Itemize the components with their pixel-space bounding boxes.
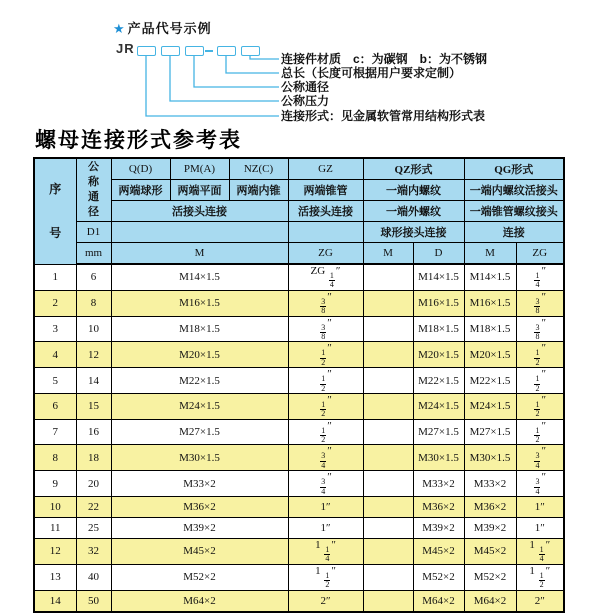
header-gz-desc: 两端锥管 [288,180,363,201]
cell-dn: 22 [76,497,111,518]
cell-qz-m [363,564,413,590]
diagram-label-material: 连接件材质 c：为碳钢 b：为不锈钢 [281,52,488,66]
table-row [34,564,564,590]
cell-zg: $\frac{1}{2}$ ″ [288,419,363,445]
cell-qg-m: M18×1.5 [464,316,516,342]
diagram-label-conn-form: 连接形式：见金属软管常用结构形式表 [281,109,486,123]
cell-qg-m: M22×1.5 [464,368,516,394]
table-title: 螺母连接形式参考表 [35,128,242,152]
cell-dn: 16 [76,419,111,445]
cell-qz-m [363,264,413,290]
header-mm: mm [76,243,111,265]
cell-qz-m [363,419,413,445]
cell-qg-zg: $\frac{1}{2}$ ″ [516,393,564,419]
header-qz-desc2: 一端外螺纹 [363,201,464,222]
header-qg-m: M [464,243,516,265]
cell-qg-zg: $\frac{3}{4}$ ″ [516,445,564,471]
cell-seq: 5 [34,368,76,394]
cell-qz-m [363,316,413,342]
header-nz-desc: 两端内锥 [229,180,288,201]
cell-seq: 2 [34,290,76,316]
cell-qz-d: M20×1.5 [413,342,464,368]
header-union-conn: 活接头连接 [111,201,288,222]
table-row [34,393,564,419]
cell-dn: 14 [76,368,111,394]
cell-dn: 8 [76,290,111,316]
cell-qg-m: M45×2 [464,539,516,565]
cell-qg-zg: 1″ [516,497,564,518]
cell-zg: $\frac{3}{4}$ ″ [288,445,363,471]
table-row [34,264,564,290]
cell-qz-d: M24×1.5 [413,393,464,419]
code-box-3 [185,46,204,56]
cell-qz-m [363,368,413,394]
table-row [34,342,564,368]
header-qg-desc: 一端内螺纹活接头 [464,180,564,201]
cell-dn: 10 [76,316,111,342]
cell-qz-m [363,539,413,565]
cell-qz-d: M18×1.5 [413,316,464,342]
cell-dn: 20 [76,471,111,497]
cell-qg-zg: $\frac{3}{4}$ ″ [516,471,564,497]
header-col-pm: PM(A) [170,158,229,180]
cell-qz-m [363,445,413,471]
cell-m: M39×2 [111,518,288,539]
header-row-5 [34,243,564,265]
cell-seq: 11 [34,518,76,539]
header-qz-d: D [413,243,464,265]
diagram-label-diameter: 公称通径 [281,80,330,94]
table-row [34,497,564,518]
cell-qz-m [363,393,413,419]
header-qz-m: M [363,243,413,265]
header-seq: 序号 [34,158,76,264]
table-body [34,264,564,612]
table-row [34,445,564,471]
cell-qg-zg: $\frac{1}{2}$ ″ [516,419,564,445]
header-col-gz: GZ [288,158,363,180]
table-row [34,419,564,445]
cell-seq: 8 [34,445,76,471]
cell-zg: $\frac{3}{8}$ ″ [288,316,363,342]
cell-m: M64×2 [111,590,288,612]
cell-seq: 7 [34,419,76,445]
table-row [34,368,564,394]
cell-seq: 13 [34,564,76,590]
code-box-1 [137,46,156,56]
table-row [34,590,564,612]
cell-m: M18×1.5 [111,316,288,342]
cell-zg: $\frac{1}{2}$ ″ [288,393,363,419]
cell-qz-d: M45×2 [413,539,464,565]
header-gz-conn: 活接头连接 [288,201,363,222]
cell-m: M30×1.5 [111,445,288,471]
cell-qg-zg: $\frac{1}{2}$ ″ [516,368,564,394]
cell-qg-m: M39×2 [464,518,516,539]
cell-dn: 50 [76,590,111,612]
diagram-heading-text: 产品代号示例 [127,21,212,36]
diagram-label-length: 总长（长度可根据用户要求定制） [281,66,462,80]
cell-seq: 3 [34,316,76,342]
cell-m: M14×1.5 [111,264,288,290]
table-row [34,290,564,316]
cell-dn: 25 [76,518,111,539]
cell-dn: 32 [76,539,111,565]
cell-m: M33×2 [111,471,288,497]
cell-qz-d: M16×1.5 [413,290,464,316]
header-qg-zg: ZG [516,243,564,265]
header-empty-gz [288,222,363,243]
diagram-label-pressure: 公称压力 [281,94,330,108]
table-row [34,518,564,539]
code-dash [205,50,213,52]
cell-m: M27×1.5 [111,419,288,445]
cell-qg-m: M64×2 [464,590,516,612]
cell-qg-m: M27×1.5 [464,419,516,445]
cell-m: M36×2 [111,497,288,518]
cell-qg-zg: 1 $\frac{1}{2}$ ″ [516,564,564,590]
cell-m: M52×2 [111,564,288,590]
cell-m: M24×1.5 [111,393,288,419]
cell-m: M45×2 [111,539,288,565]
cell-qz-d: M36×2 [413,497,464,518]
cell-qz-d: M33×2 [413,471,464,497]
cell-zg: $\frac{1}{2}$ ″ [288,342,363,368]
cell-qg-m: M52×2 [464,564,516,590]
cell-zg: ZG $\frac{1}{4}$ ″ [288,264,363,290]
diagram-heading [113,18,212,37]
header-zg: ZG [288,243,363,265]
code-box-4 [217,46,236,56]
cell-qg-zg: $\frac{1}{2}$ ″ [516,342,564,368]
header-pm-desc: 两端平面 [170,180,229,201]
star-icon: ★ [113,21,126,36]
cell-qg-m: M14×1.5 [464,264,516,290]
cell-zg: $\frac{3}{8}$ ″ [288,290,363,316]
cell-m: M16×1.5 [111,290,288,316]
cell-seq: 10 [34,497,76,518]
cell-seq: 4 [34,342,76,368]
cell-qg-zg: 1″ [516,518,564,539]
header-qz-desc: 一端内螺纹 [363,180,464,201]
cell-qz-m [363,518,413,539]
header-dn: 公称通径 [76,158,111,222]
cell-m: M20×1.5 [111,342,288,368]
cell-seq: 12 [34,539,76,565]
cell-qz-d: M52×2 [413,564,464,590]
cell-qz-m [363,342,413,368]
cell-qz-d: M30×1.5 [413,445,464,471]
cell-zg: 1 $\frac{1}{4}$ ″ [288,539,363,565]
cell-qz-d: M22×1.5 [413,368,464,394]
header-empty-m [111,222,288,243]
cell-zg: 1″ [288,497,363,518]
cell-qg-zg: $\frac{3}{8}$ ″ [516,316,564,342]
nut-connection-table [33,157,565,613]
header-col-qg: QG形式 [464,158,564,180]
cell-qz-d: M64×2 [413,590,464,612]
cell-m: M22×1.5 [111,368,288,394]
header-row-1 [34,158,564,180]
cell-qz-m [363,590,413,612]
header-col-q: Q(D) [111,158,170,180]
cell-qz-d: M14×1.5 [413,264,464,290]
cell-dn: 18 [76,445,111,471]
header-q-desc: 两端球形 [111,180,170,201]
cell-qg-m: M24×1.5 [464,393,516,419]
header-qg-conn: 连接 [464,222,564,243]
cell-qz-d: M27×1.5 [413,419,464,445]
cell-qg-m: M36×2 [464,497,516,518]
cell-zg: 1 $\frac{1}{2}$ ″ [288,564,363,590]
header-d1: D1 [76,222,111,243]
header-col-nz: NZ(C) [229,158,288,180]
cell-qg-m: M33×2 [464,471,516,497]
header-row-3 [34,201,564,222]
cell-seq: 14 [34,590,76,612]
cell-qz-m [363,471,413,497]
table-row [34,316,564,342]
table-row [34,539,564,565]
cell-qg-m: M20×1.5 [464,342,516,368]
cell-dn: 6 [76,264,111,290]
cell-dn: 40 [76,564,111,590]
table-row [34,471,564,497]
cell-dn: 12 [76,342,111,368]
code-box-2 [161,46,180,56]
header-row-2 [34,180,564,201]
cell-qg-m: M30×1.5 [464,445,516,471]
product-code-prefix: JR [116,41,135,56]
header-m: M [111,243,288,265]
cell-seq: 9 [34,471,76,497]
cell-qg-zg: 2″ [516,590,564,612]
cell-seq: 1 [34,264,76,290]
cell-dn: 15 [76,393,111,419]
code-box-5 [241,46,260,56]
product-code-diagram [0,0,600,124]
header-row-4 [34,222,564,243]
cell-zg: $\frac{3}{4}$ ″ [288,471,363,497]
cell-zg: $\frac{1}{2}$ ″ [288,368,363,394]
cell-qg-zg: 1 $\frac{1}{4}$ ″ [516,539,564,565]
cell-qg-zg: $\frac{1}{4}$ ″ [516,264,564,290]
cell-qz-m [363,497,413,518]
header-qg-desc2: 一端锥管螺纹接头 [464,201,564,222]
header-col-qz: QZ形式 [363,158,464,180]
cell-zg: 1″ [288,518,363,539]
cell-zg: 2″ [288,590,363,612]
cell-qg-m: M16×1.5 [464,290,516,316]
cell-qg-zg: $\frac{3}{8}$ ″ [516,290,564,316]
cell-qz-m [363,290,413,316]
header-qz-conn: 球形接头连接 [363,222,464,243]
cell-qz-d: M39×2 [413,518,464,539]
cell-seq: 6 [34,393,76,419]
